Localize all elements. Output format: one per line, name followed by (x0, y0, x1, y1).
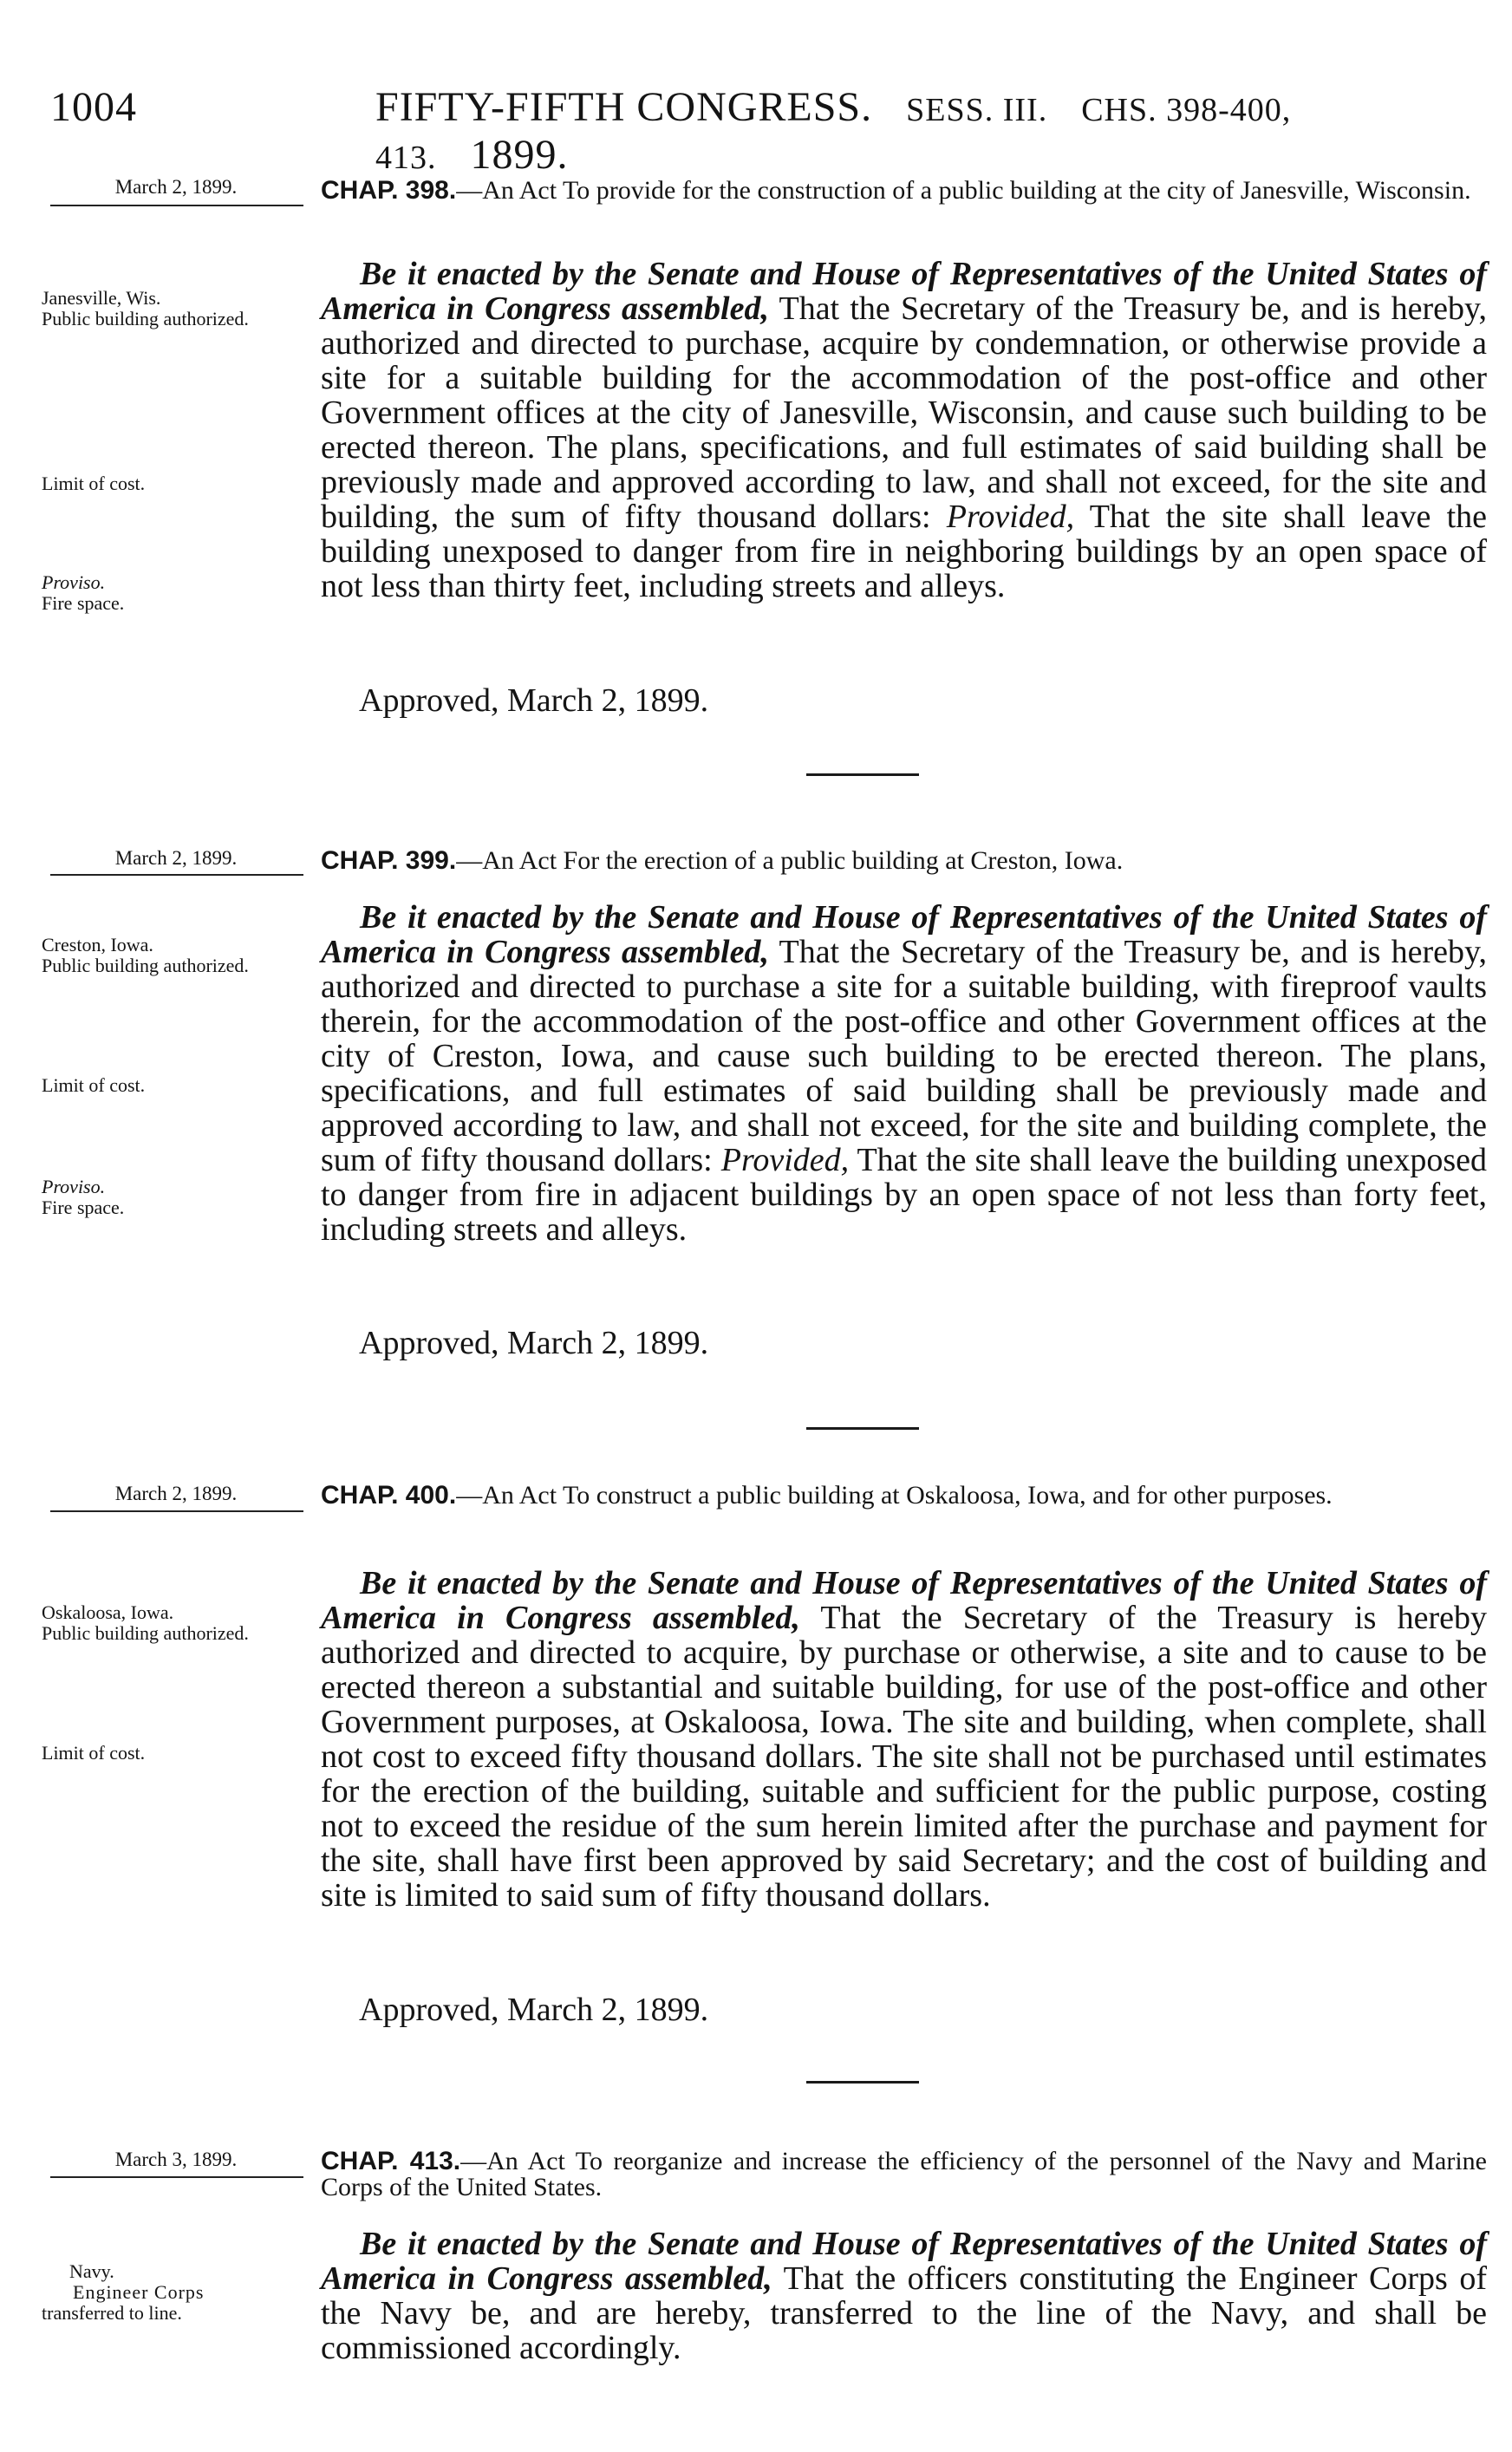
act-title: —An Act To construct a public building at Oskaloosa, Iowa, and for other purposes. (456, 1481, 1333, 1510)
chapter-number: CHAP. 398. (321, 176, 457, 205)
session: SESS. III. (906, 92, 1048, 128)
act-text (321, 1566, 1487, 1913)
act-title: —An Act To provide for the construction of a public building at the city of Janesville, Wisconsin. (456, 176, 1471, 205)
margin-note-proviso: Proviso. Fire space. (42, 1176, 125, 1218)
margin-note-navy: Navy. Engineer Corps transferred to line. (42, 2260, 205, 2324)
proviso-text: That the site shall leave the building unexposed to danger from fire in neighboring buildings by an open space of not less than thirty feet, including streets and alleys. (321, 499, 1487, 604)
chapter-number: CHAP. 399. (321, 846, 457, 875)
running-head (50, 83, 1489, 178)
enacting-clause: Be it enacted by the Senate and House of Representatives of the United States of America in Congress assembled, (321, 1565, 1487, 1636)
page-number: 1004 (50, 84, 137, 130)
chapter-heading (321, 1483, 1487, 1509)
date-rule (50, 874, 303, 876)
chapter-number: CHAP. 400. (321, 1481, 457, 1510)
enacting-clause: Be it enacted by the Senate and House of Representatives of the United States of America in Congress assembled, (321, 899, 1487, 970)
act-date: March 2, 1899. (114, 847, 238, 869)
act-body: That the Secretary of the Treasury be, and is hereby, authorized and directed to purchase, acquire by condemnation, or otherwise provide a site for a suitable building for the accommodation of the post-office and other Government offices at the city of Janesville, Wisconsin, and cause such building to be erected thereon. The plans, specifications, and full estimates of said building shall be previously made and approved according to law, and shall not exceed, for the site and building, the sum of fifty thousand dollars: (321, 290, 1488, 535)
chapter-heading (321, 2149, 1487, 2201)
margin-note-place: Oskaloosa, Iowa. Public building authorized. (42, 1601, 249, 1644)
act-text (321, 2227, 1487, 2365)
act-body: That the Secretary of the Treasury is hereby authorized and directed to acquire, by purchase or otherwise, a site and to cause to be erected thereon a substantial and suitable building, for use of the post-office and other Government purposes, at Oskaloosa, Iowa. The site and building, when complete, shall not cost to exceed fifty thousand dollars. The site shall not be purchased until estimates for the erection of the building, suitable and sufficient for the public purpose, costing not to exceed the residue of the sum herein limited after the purchase and payment for the site, shall have first been approved by said Secretary; and the cost of building and site is limited to said sum of fifty thousand dollars. (321, 1600, 1487, 1914)
margin-note-place: Creston, Iowa. Public building authorized. (42, 934, 249, 976)
enacting-clause: Be it enacted by the Senate and House of Representatives of the United States of America in Congress assembled, (321, 256, 1487, 327)
chapter-heading (321, 848, 1487, 874)
running-title (375, 83, 1489, 179)
section-divider (806, 2081, 919, 2084)
congress-name: FIFTY-FIFTH CONGRESS. (375, 84, 873, 130)
act-text (321, 900, 1487, 1247)
act-text (321, 257, 1487, 603)
margin-note-limit: Limit of cost. (42, 473, 146, 494)
chapter-number: CHAP. 413. (321, 2147, 461, 2175)
date-rule (50, 2176, 303, 2178)
margin-note-proviso: Proviso. Fire space. (42, 571, 125, 614)
act-date: March 2, 1899. (114, 176, 238, 198)
section-divider (806, 773, 919, 776)
margin-note-place: Janesville, Wis. Public building authorized. (42, 287, 249, 329)
act-date: March 3, 1899. (114, 2149, 238, 2170)
act-body: That the Secretary of the Treasury be, and is hereby, authorized and directed to purchase a site for a suitable building, with fireproof vaults therein, for the accommodation of the post-office and other Government offices at the city of Creston, Iowa, and cause such building to be erected thereon. The plans, specifications, and full estimates of said building shall be previously made and approved according to law, and shall not exceed, for the site and building complete, the sum of fifty thousand dollars: (321, 934, 1488, 1178)
margin-note-limit: Limit of cost. (42, 1742, 146, 1764)
approved-line: Approved, March 2, 1899. (359, 682, 709, 719)
proviso-word: Provided, (946, 499, 1075, 535)
date-rule (50, 1510, 303, 1512)
enacting-clause: Be it enacted by the Senate and House of Representatives of the United States of America in Congress assembled, (321, 2226, 1487, 2297)
chapter-heading (321, 178, 1487, 204)
year: 1899. (470, 132, 569, 178)
margin-note-limit: Limit of cost. (42, 1074, 146, 1096)
section-divider (806, 1427, 919, 1430)
proviso-word: Provided, (720, 1142, 850, 1178)
act-title: —An Act To reorganize and increase the efficiency of the personnel of the Navy and Marine Corps of the United States. (321, 2147, 1487, 2201)
act-date: March 2, 1899. (114, 1483, 238, 1504)
act-body: That the officers constituting the Engineer Corps of the Navy be, and are hereby, transferred to the line of the Navy, and shall be commissioned accordingly. (321, 2260, 1487, 2366)
chapter-range: CHS. 398-400, 413. (375, 92, 1292, 176)
act-title: —An Act For the erection of a public building at Creston, Iowa. (456, 846, 1124, 875)
approved-line: Approved, March 2, 1899. (359, 1992, 709, 2028)
proviso-text: That the site shall leave the building unexposed to danger from fire in adjacent buildings by an open space of not less than forty feet, including streets and alleys. (321, 1142, 1487, 1248)
date-rule (50, 205, 303, 206)
approved-line: Approved, March 2, 1899. (359, 1325, 709, 1361)
